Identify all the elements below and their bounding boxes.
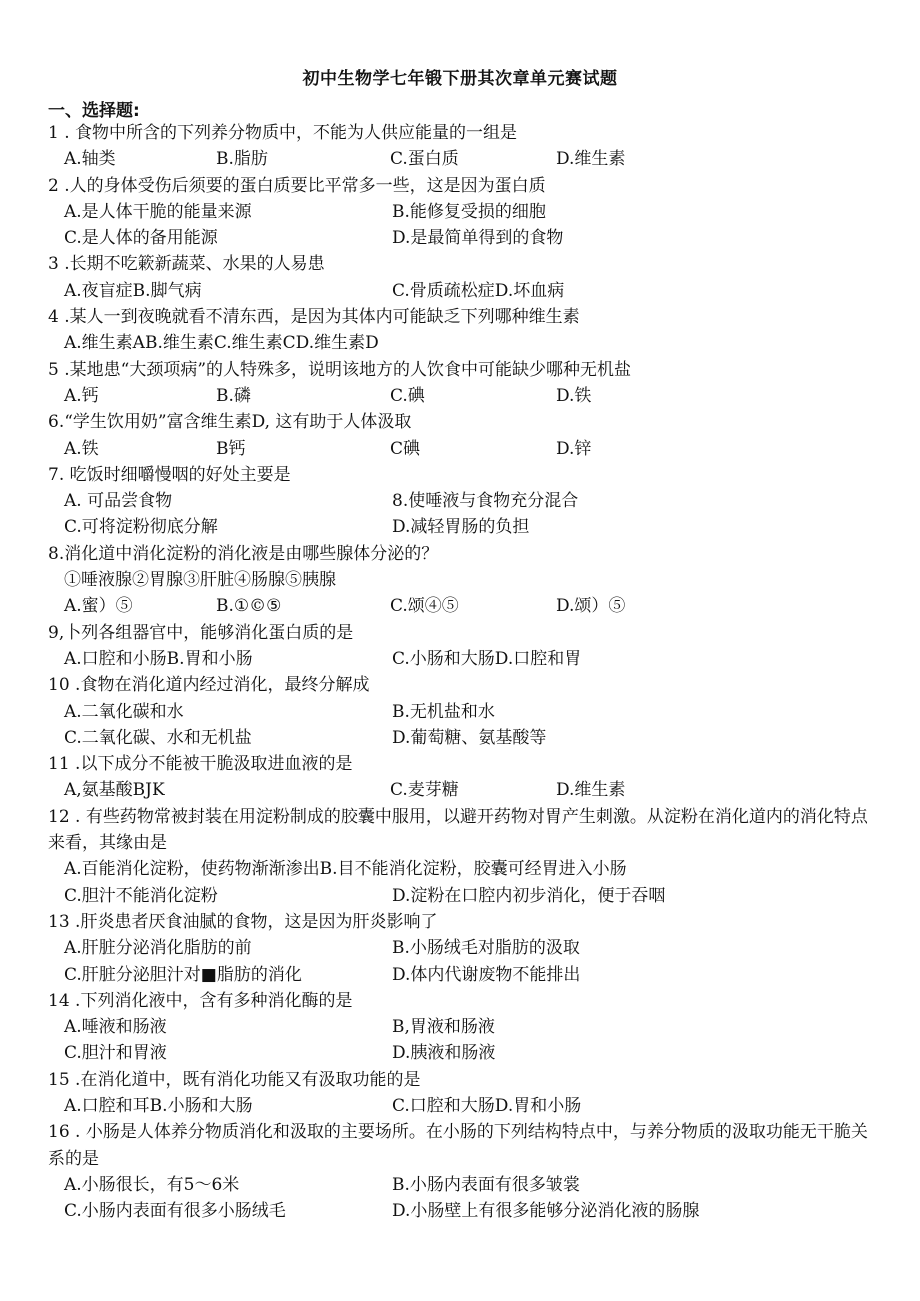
question-16 <box>0 1119 920 1224</box>
answer-option: C.二氧化碳、水和无机盐 <box>64 727 252 748</box>
option-row <box>0 883 920 909</box>
option-row <box>0 1198 920 1224</box>
option-row <box>0 646 920 672</box>
answer-option: C.胆汁和胃液 <box>64 1043 167 1064</box>
answer-option: B.小肠内表面有很多皱裳 <box>392 1174 580 1195</box>
question-stem: 15 .在消化道中，既有消化功能又有汲取功能的是 <box>48 1069 421 1090</box>
answer-option: A.小肠很长，有5～6米 <box>64 1174 240 1195</box>
answer-option: D.维生素 <box>556 780 626 801</box>
question-stem: 9,卜列各组器官中，能够消化蛋白质的是 <box>48 622 354 643</box>
answer-option: B钙 <box>216 438 246 459</box>
question-15 <box>0 1067 920 1120</box>
option-row <box>0 514 920 540</box>
option-row <box>0 777 920 803</box>
question-list <box>0 120 920 1224</box>
option-row <box>0 1093 920 1119</box>
answer-option: A,氨基酸BJK <box>64 780 165 801</box>
answer-option: A.蜜）⑤ <box>64 596 133 617</box>
question-stem: 2 .人的身体受伤后须要的蛋白质要比平常多一些，这是因为蛋白质 <box>48 175 546 196</box>
answer-option: D.维生素 <box>556 149 626 170</box>
answer-option: A.夜盲症B.脚气病 <box>64 280 202 301</box>
question-stem: 13 .肝炎患者厌食油腻的食物，这是因为肝炎影响了 <box>48 911 438 932</box>
option-row <box>0 278 920 304</box>
answer-option: B.小肠绒毛对脂肪的汲取 <box>392 938 580 959</box>
question-stem: 10 .食物在消化道内经过消化，最终分解成 <box>48 675 370 696</box>
answer-option: C.颂④⑤ <box>390 596 459 617</box>
answer-option: A.铁 <box>64 438 99 459</box>
page-title: 初中生物学七年锻下册其次章单元赛试题 <box>302 69 618 89</box>
answer-option: C.可将淀粉彻底分解 <box>64 517 218 538</box>
option-row <box>0 1040 920 1066</box>
answer-option: C碘 <box>390 438 421 459</box>
answer-option: C.碘 <box>390 385 425 406</box>
answer-option: A.肝脏分泌消化脂肪的前 <box>64 938 252 959</box>
answer-option: B,胃液和肠液 <box>392 1017 495 1038</box>
answer-option: B.无机盐和水 <box>392 701 495 722</box>
question-13 <box>0 909 920 988</box>
answer-option: A.百能消化淀粉，使药物渐渐渗出B.目不能消化淀粉，胶囊可经胃进入小肠 <box>64 859 627 880</box>
answer-option: D.锌 <box>556 438 592 459</box>
question-stem: 12 . 有些药物常被封装在用淀粉制成的胶囊中服用，以避开药物对胃产生刺激。从淀粉在消化道内的消化特点来看，其缘由是 <box>48 806 868 854</box>
answer-option: C.胆汁不能消化淀粉 <box>64 885 218 906</box>
question-stem: 6.“学生饮用奶”富含维生素D, 这有助于人体汲取 <box>48 412 412 433</box>
option-row <box>0 1014 920 1040</box>
answer-option: D.铁 <box>556 385 592 406</box>
question-14 <box>0 988 920 1067</box>
option-row <box>0 856 920 882</box>
answer-option: D.胰液和肠液 <box>392 1043 496 1064</box>
answer-option: C.小肠和大肠D.口腔和胃 <box>392 648 582 669</box>
question-3 <box>0 251 920 304</box>
section-heading: 一、选择题: <box>48 101 140 121</box>
answer-option: C.小肠内表面有很多小肠绒毛 <box>64 1201 286 1222</box>
answer-option: D.颂）⑤ <box>556 596 626 617</box>
question-stem: 1 . 食物中所含的下列养分物质中，不能为人供应能量的一组是 <box>48 123 518 143</box>
question-stem: 5 .某地患“大颈项病”的人特殊多，说明该地方的人饮食中可能缺少哪种无机盐 <box>48 359 632 380</box>
question-stem: 8.消化道中消化淀粉的消化液是由哪些腺体分泌的？ <box>48 543 439 564</box>
answer-option: A.维生素AB.维生素C.维生素CD.维生素D <box>64 333 379 354</box>
question-4 <box>0 304 920 357</box>
option-row <box>0 962 920 988</box>
answer-option: A.是人体干脆的能量来源 <box>64 201 252 222</box>
answer-option: B.能修复受损的细胞 <box>392 201 546 222</box>
answer-option: A.二氧化碳和水 <box>64 701 184 722</box>
answer-option: B.脂肪 <box>216 149 268 170</box>
answer-option: A.轴类 <box>64 149 116 170</box>
option-row <box>0 699 920 725</box>
answer-option: C.口腔和大肠D.胃和小肠 <box>392 1095 582 1116</box>
question-2 <box>0 173 920 252</box>
answer-option: C.麦芽糖 <box>390 780 459 801</box>
answer-option: D.体内代谢废物不能排出 <box>392 964 581 985</box>
option-row <box>0 330 920 356</box>
answer-option: A.唾液和肠液 <box>64 1017 167 1038</box>
option-row <box>0 225 920 251</box>
answer-option: C.肝脏分泌胆汁对■脂肪的消化 <box>64 964 302 985</box>
answer-option: D.淀粉在口腔内初步消化，便于吞咽 <box>392 885 666 906</box>
question-stem: 14 .下列消化液中，含有多种消化酶的是 <box>48 990 353 1011</box>
question-12 <box>0 804 920 909</box>
answer-option: B.①©⑤ <box>216 596 282 617</box>
option-row <box>0 935 920 961</box>
answer-option: D.是最简单得到的食物 <box>392 228 564 249</box>
question-stem: 3 .长期不吃簌新蔬菜、水果的人易患 <box>48 254 325 275</box>
question-5 <box>0 357 920 410</box>
question-10 <box>0 672 920 751</box>
option-row <box>0 593 920 619</box>
option-row <box>0 725 920 751</box>
question-11 <box>0 751 920 804</box>
question-1 <box>0 120 920 173</box>
answer-option: A.钙 <box>64 385 99 406</box>
answer-option: A. 可品尝食物 <box>64 491 173 512</box>
question-8 <box>0 541 920 620</box>
question-stem: 7. 吃饭时细嚼慢咽的好处主要是 <box>48 464 291 485</box>
answer-option: B.磷 <box>216 385 251 406</box>
answer-option: 8.使唾液与食物充分混合 <box>392 491 579 512</box>
answer-option: C.骨质疏松症D.坏血病 <box>392 280 565 301</box>
question-sub-list: ①唾液腺②胃腺③肝脏④肠腺⑤胰腺 <box>64 570 336 591</box>
question-stem: 11 .以下成分不能被干脆汲取进血液的是 <box>48 754 353 775</box>
question-stem: 4 .某人一到夜晚就看不清东西，是因为其体内可能缺乏下列哪种维生素 <box>48 307 580 328</box>
option-row <box>0 199 920 225</box>
answer-option: C.蛋白质 <box>390 149 459 170</box>
option-row <box>0 1172 920 1198</box>
option-row <box>0 488 920 514</box>
answer-option: D.减轻胃肠的负担 <box>392 517 530 538</box>
answer-option: D.葡萄糖、氨基酸等 <box>392 727 547 748</box>
question-stem: 16 . 小肠是人体养分物质消化和汲取的主要场所。在小肠的下列结构特点中，与养分物质的汲取功能无干脆关系的是 <box>48 1122 868 1169</box>
question-6 <box>0 409 920 462</box>
answer-option: A.口腔和耳B.小肠和大肠 <box>64 1095 253 1116</box>
option-row <box>0 383 920 409</box>
answer-option: C.是人体的备用能源 <box>64 228 218 249</box>
answer-option: A.口腔和小肠B.胃和小肠 <box>64 648 253 669</box>
option-row <box>0 146 920 172</box>
answer-option: D.小肠壁上有很多能够分泌消化液的肠腺 <box>392 1201 700 1222</box>
option-row <box>0 436 920 462</box>
question-9 <box>0 620 920 673</box>
question-7 <box>0 462 920 541</box>
